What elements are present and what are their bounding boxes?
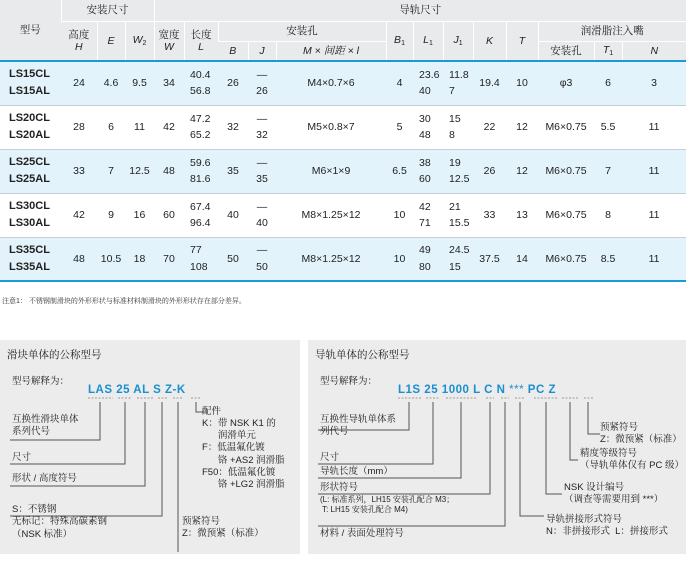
cell-L: 47.2 65.2 (184, 105, 218, 149)
code-option: K (176, 384, 186, 396)
cell-B: 50 (218, 237, 248, 281)
cell-model: LS20CL LS20AL (0, 105, 61, 149)
rail-explain: 型号解释为： (320, 376, 378, 387)
cell-L1: 30 48 (413, 105, 443, 149)
h-N: N (622, 41, 686, 61)
h-T: T (506, 21, 538, 61)
code-design: *** (509, 384, 525, 396)
code-joint: N (496, 384, 506, 396)
cell-M: M6×1×9 (276, 149, 386, 193)
cell-B: 26 (218, 61, 248, 105)
code-preload: Z (164, 384, 173, 396)
cell-W: 42 (154, 105, 184, 149)
code-size: 25 (116, 384, 130, 396)
code-material: S (153, 384, 162, 396)
cell-M: M8×1.25×12 (276, 193, 386, 237)
h-E: E (97, 21, 125, 61)
cell-W2: 18 (125, 237, 154, 281)
rail-designation-panel (308, 340, 686, 554)
rail-joint-label: 导轨拼接形式符号 N：非拼接形式 L：拼接形式 (546, 514, 668, 538)
cell-L1: 38 60 (413, 149, 443, 193)
cell-B1: 5 (386, 105, 413, 149)
h-J: J (248, 41, 276, 61)
cell-T: 14 (506, 237, 538, 281)
table-row (0, 237, 686, 281)
cell-W: 48 (154, 149, 184, 193)
cell-B: 40 (218, 193, 248, 237)
cell-hole: φ3 (538, 61, 594, 105)
cell-L: 77 108 (184, 237, 218, 281)
cell-W2: 16 (125, 193, 154, 237)
cell-L1: 23.6 40 (413, 61, 443, 105)
code-size: 25 (424, 384, 439, 396)
h-B1: $B_1$ (386, 21, 413, 61)
code-shape: L (473, 384, 481, 396)
cell-hole: M6×0.75 (538, 237, 594, 281)
cell-T: 10 (506, 61, 538, 105)
group-mount-holes: 安装孔 (218, 21, 386, 41)
col-model: 型号 (0, 0, 61, 61)
cell-E: 9 (97, 193, 125, 237)
cell-hole: M6×0.75 (538, 193, 594, 237)
cell-N: 11 (622, 237, 686, 281)
code-preload: Z (548, 384, 557, 396)
code-series: L1S (398, 384, 421, 396)
cell-M: M4×0.7×6 (276, 61, 386, 105)
rail-design-label: NSK 设计编号 （调查等需要用到 ***） (564, 482, 664, 506)
cell-N: 11 (622, 105, 686, 149)
h-K: K (473, 21, 506, 61)
cell-M: M5×0.8×7 (276, 105, 386, 149)
cell-hole: M6×0.75 (538, 105, 594, 149)
cell-J1: 21 15.5 (443, 193, 473, 237)
cell-L1: 42 71 (413, 193, 443, 237)
cell-L: 59.6 81.6 (184, 149, 218, 193)
cell-H: 24 (61, 61, 97, 105)
cell-B: 35 (218, 149, 248, 193)
h-T1: $T_1$ (594, 41, 622, 61)
h-width: 宽度 W (154, 21, 184, 61)
slider-code (88, 384, 186, 396)
cell-H: 42 (61, 193, 97, 237)
cell-E: 10.5 (97, 237, 125, 281)
cell-E: 4.6 (97, 61, 125, 105)
cell-H: 48 (61, 237, 97, 281)
code-material: C (484, 384, 493, 396)
table-row (0, 193, 686, 237)
cell-W2: 11 (125, 105, 154, 149)
rail-size-label: 尺寸 (320, 452, 340, 463)
rail-title: 导轨单体的公称型号 (315, 349, 410, 361)
slider-title: 滑块单体的公称型号 (7, 349, 102, 361)
cell-L: 67.4 96.4 (184, 193, 218, 237)
cell-J: — 35 (248, 149, 276, 193)
cell-T: 12 (506, 105, 538, 149)
cell-T1: 8 (594, 193, 622, 237)
code-series: LAS (88, 384, 113, 396)
cell-model: LS25CL LS25AL (0, 149, 61, 193)
slider-designation-panel (0, 340, 300, 554)
h-L1: $L_1$ (413, 21, 443, 61)
cell-W2: 9.5 (125, 61, 154, 105)
cell-T1: 8.5 (594, 237, 622, 281)
cell-T1: 6 (594, 61, 622, 105)
code-dash: - (172, 384, 177, 396)
table-row (0, 61, 686, 105)
cell-model: LS35CL LS35AL (0, 237, 61, 281)
cell-B: 32 (218, 105, 248, 149)
spec-table (0, 0, 686, 282)
rail-shape-note: (L: 标准系列，LH15 安装孔配合 M3； T: LH15 安装孔配合 M4) (320, 495, 455, 514)
cell-J1: 24.5 15 (443, 237, 473, 281)
cell-model: LS15CL LS15AL (0, 61, 61, 105)
slider-options-label: 配件 K：带 NSK K1 的 润滑单元 F：低温氟化镀 铬 +AS2 润滑脂 F50：低温氟化镀 铬 +LG2 润滑脂 (202, 406, 285, 490)
cell-N: 3 (622, 61, 686, 105)
slider-preload-label: 预紧符号 Z：微预紧（标准） (182, 516, 264, 540)
cell-hole: M6×0.75 (538, 149, 594, 193)
code-length: 1000 (441, 384, 470, 396)
cell-B1: 6.5 (386, 149, 413, 193)
cell-W2: 12.5 (125, 149, 154, 193)
h-W2: $W_2$ (125, 21, 154, 61)
h-J1: $J_1$ (443, 21, 473, 61)
cell-J: — 40 (248, 193, 276, 237)
cell-K: 26 (473, 149, 506, 193)
cell-N: 11 (622, 149, 686, 193)
cell-T: 13 (506, 193, 538, 237)
code-accuracy: PC (527, 384, 545, 396)
h-length: 长度 L (184, 21, 218, 61)
rail-material-label: 材料 / 表面处理符号 (320, 528, 404, 539)
cell-J: — 32 (248, 105, 276, 149)
cell-model: LS30CL LS30AL (0, 193, 61, 237)
cell-K: 19.4 (473, 61, 506, 105)
cell-T: 12 (506, 149, 538, 193)
rail-code (398, 384, 556, 396)
cell-J: — 26 (248, 61, 276, 105)
rail-preload-label: 预紧符号 Z：微预紧（标准） (600, 422, 682, 446)
cell-L1: 49 80 (413, 237, 443, 281)
group-install-dims: 安装尺寸 (61, 0, 154, 21)
rail-length-label: 导轨长度（mm） (320, 466, 393, 477)
cell-W: 60 (154, 193, 184, 237)
slider-shape-label: 形状 / 高度符号 (12, 473, 77, 484)
cell-K: 22 (473, 105, 506, 149)
cell-J: — 50 (248, 237, 276, 281)
h-install-hole: 安装孔 (538, 41, 594, 61)
cell-K: 37.5 (473, 237, 506, 281)
cell-J1: 19 12.5 (443, 149, 473, 193)
cell-B1: 10 (386, 237, 413, 281)
cell-H: 28 (61, 105, 97, 149)
slider-explain: 型号解释为： (12, 376, 70, 387)
cell-E: 6 (97, 105, 125, 149)
cell-K: 33 (473, 193, 506, 237)
cell-L: 40.4 56.8 (184, 61, 218, 105)
table-note: 注意1： 不锈钢制滑块的外形形状与标准材料制滑块的外形形状存在部分差异。 (2, 298, 246, 305)
cell-T1: 7 (594, 149, 622, 193)
cell-E: 7 (97, 149, 125, 193)
rail-series-label: 互换性导轨单体系 列代号 (320, 414, 397, 438)
slider-material-label: S：不锈钢 无标记：特殊高碳素钢 （NSK 标准） (12, 504, 108, 540)
h-M: M × 间距 × l (276, 41, 386, 61)
cell-N: 11 (622, 193, 686, 237)
group-grease: 润滑脂注入嘴 (538, 21, 686, 41)
slider-size-label: 尺寸 (12, 452, 32, 463)
table-row (0, 105, 686, 149)
cell-T1: 5.5 (594, 105, 622, 149)
cell-W: 70 (154, 237, 184, 281)
cell-H: 33 (61, 149, 97, 193)
cell-M: M8×1.25×12 (276, 237, 386, 281)
h-height: 高度 H (61, 21, 97, 61)
rail-shape-label: 形状符号 (320, 482, 359, 493)
cell-B1: 10 (386, 193, 413, 237)
code-shape: AL (133, 384, 150, 396)
cell-B1: 4 (386, 61, 413, 105)
group-rail-dims: 导轨尺寸 (154, 0, 686, 21)
slider-series-label: 互换性滑块单体 系列代号 (12, 414, 79, 438)
cell-J1: 11.8 7 (443, 61, 473, 105)
table-row (0, 149, 686, 193)
cell-W: 34 (154, 61, 184, 105)
cell-J1: 15 8 (443, 105, 473, 149)
rail-accuracy-label: 精度等级符号 （导轨单体仅有 PC 级） (580, 448, 684, 472)
h-B: B (218, 41, 248, 61)
